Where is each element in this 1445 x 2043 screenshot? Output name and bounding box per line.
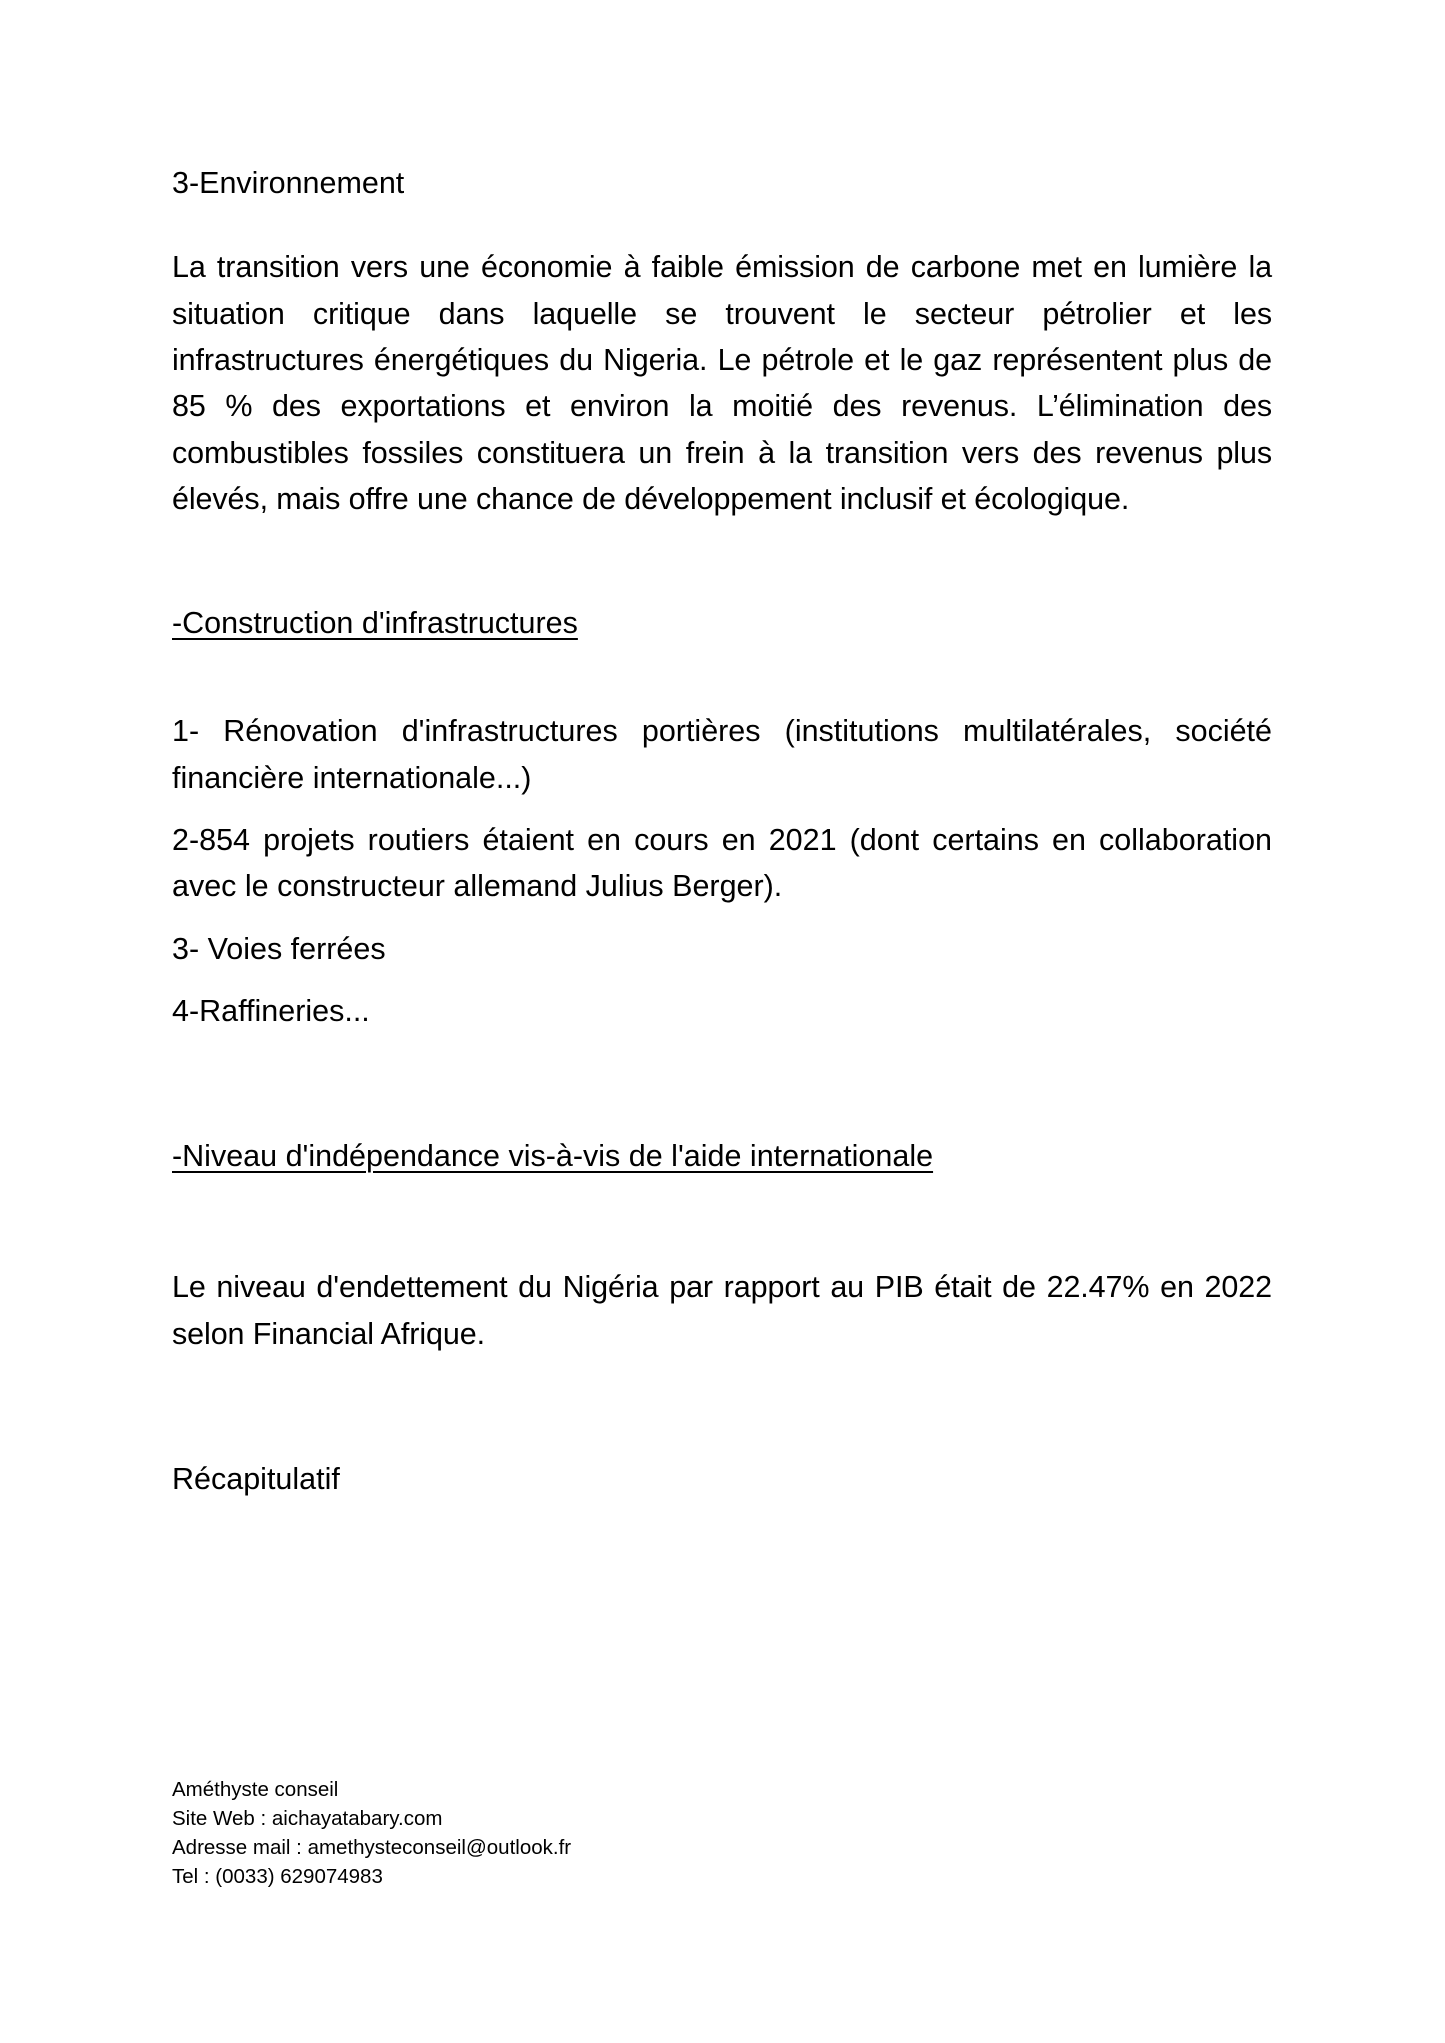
spacer [172,1242,1272,1264]
heading-niveau-independance [172,1134,1272,1180]
footer-company: Améthyste conseil [172,1778,339,1801]
spacer [172,1373,1272,1435]
debt-paragraph: Le niveau d'endettement du Nigéria par rapport au PIB était de 22.47% en 2022 selon Financial Afrique. [172,1270,1272,1351]
spacer [172,1435,1272,1457]
heading-construction-infrastructures-text: -Construction d'infrastructures [172,605,578,640]
spacer [172,1112,1272,1134]
intro-paragraph: La transition vers une économie à faible émission de carbone met en lumière la situation critique dans laquelle se trouvent le secteur pétrolier et les infrastructures énergétiques du Nigeria. Le pétrole et le gaz représentent plus de 85 % des exportations et environ la moitié des revenus. L’élimination des combustibles fossiles constituera un frein à la transition vers des revenus plus élevés, mais offre une chance de développement inclusif et écologique. [172,250,1272,517]
list-item: 1- Rénovation d'infrastructures portières (institutions multilatérales, société financière internationale...) [172,714,1272,795]
section-heading-environnement: 3-Environnement [172,166,405,200]
spacer [172,646,1272,708]
document-footer [172,1775,1072,1891]
heading-niveau-independance-text: -Niveau d'indépendance vis-à-vis de l'aide internationale [172,1139,934,1174]
footer-phone: Tel : (0033) 629074983 [172,1865,383,1889]
document-body [172,160,1272,1503]
spacer [172,222,1272,244]
footer-email: Adresse mail : amethysteconseil@outlook.fr [172,1836,572,1860]
list-item: 4-Raffineries... [172,994,370,1029]
spacer [172,539,1272,601]
heading-construction-infrastructures [172,601,1272,647]
list-item: 2-854 projets routiers étaient en cours en 2021 (dont certains en collaboration avec le constructeur allemand Julius Berger). [172,822,1272,904]
spacer [172,1180,1272,1242]
list-item: 3- Voies ferrées [172,931,386,966]
spacer [172,1050,1272,1112]
recap-heading: Récapitulatif [172,1461,340,1496]
footer-website: Site Web : aichayatabary.com [172,1807,443,1831]
